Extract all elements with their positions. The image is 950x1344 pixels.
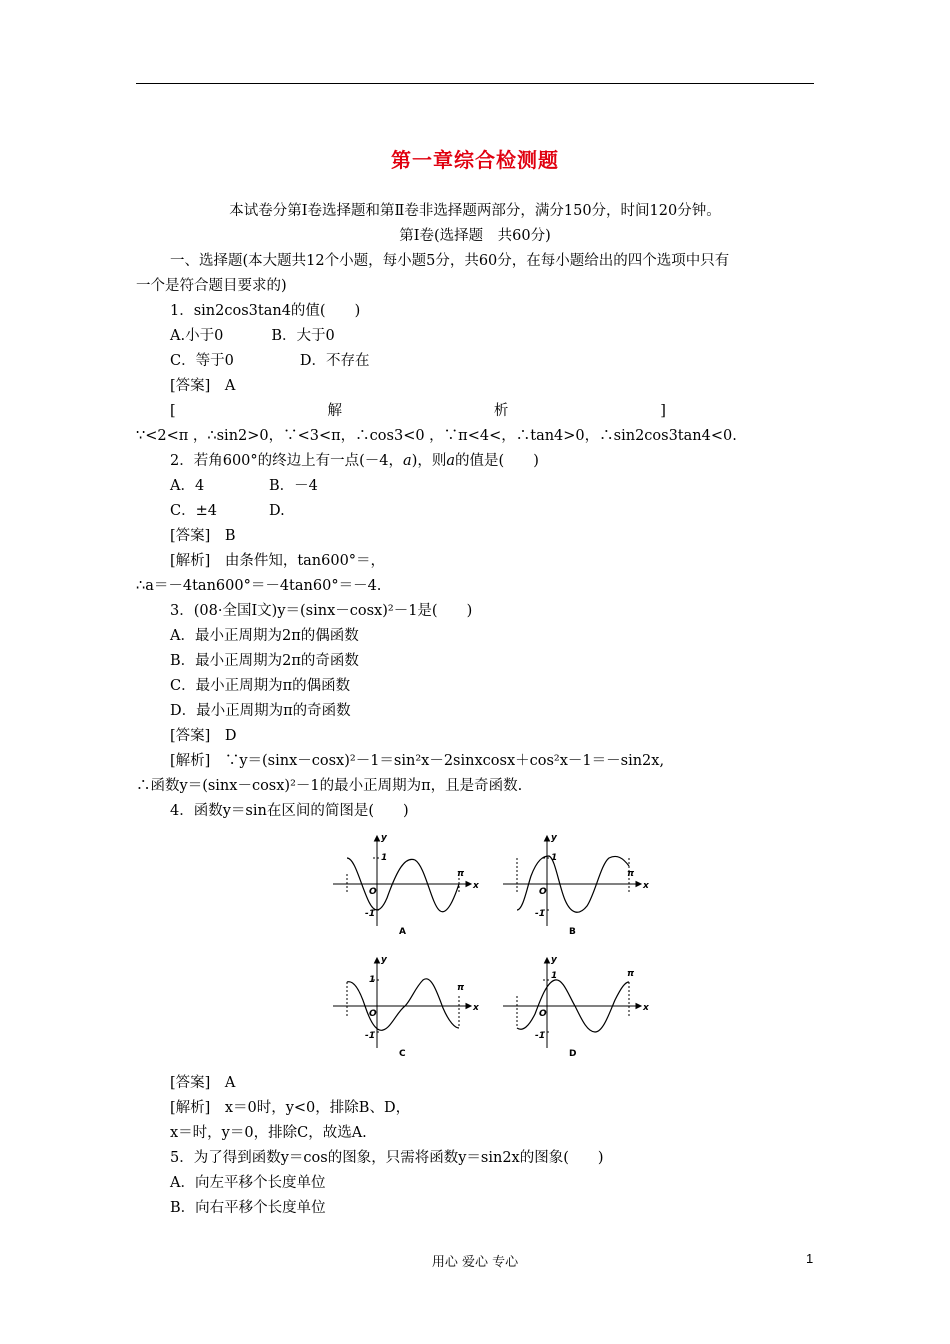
graph-d [495,948,655,1066]
graph-b-origin: O [539,887,547,897]
q4-answer: [答案] A [170,1075,236,1091]
q1-analysis-line: ∵<2<π ，∴sin2>0，∵<3<π，∴cos3<0 ，∵π<4<，∴tan4>0，∴sin2cos3tan4<0. [136,428,737,444]
graph-a-caption: A [399,927,406,937]
q2-analysis: [解析] 由条件知，tan600°＝， [170,553,386,569]
graph-c-pi: π [457,983,465,993]
q2-options-ab [170,477,318,495]
q1-analysis-word1: 解 [327,403,343,419]
graph-a-pi: π [457,869,465,879]
graph-a-minus-one: -1 [365,909,375,919]
section-line-2: 一个是符合题目要求的) [136,278,287,294]
graph-c-caption: C [399,1049,406,1059]
graph-c-minus-one: -1 [365,1031,375,1041]
graph-d-caption: D [569,1049,577,1059]
page-title: 第一章综合检测题 [391,148,559,172]
graph-b-x-label: x [643,881,649,891]
q3-answer: [答案] D [170,728,237,744]
q2-stem-var2: a [446,453,456,469]
graph-b-caption: B [569,927,576,937]
q2-stem-var: a [403,453,412,469]
q3-analysis: [解析] ∵y＝(sinx－cosx)²－1＝sin²x－2sinxcosx＋cos²x－1＝－sin2x, [170,753,665,769]
q1-option-a: A.小于0 [170,328,224,344]
q2-answer: [答案] B [170,528,236,544]
graph-b [495,826,655,944]
part1-heading: 第Ⅰ卷(选择题 共60分) [399,228,551,244]
page-footer: 用心 爱心 专心 [431,1255,519,1270]
graph-c-x-label: x [473,1003,479,1013]
q1-options-cd [170,352,369,370]
q4-graph-figure [325,826,655,1066]
q3-option-c: C．最小正周期为π的偶函数 [170,678,351,694]
graph-b-minus-one: -1 [535,909,545,919]
q1-analysis-label [170,402,666,420]
graph-a-one: 1 [381,853,388,863]
graph-c [325,948,485,1066]
graph-c-one: 1 [369,975,376,985]
section-line-1: 一、选择题(本大题共12个小题，每小题5分，共60分，在每小题给出的四个选项中只有 [170,253,730,269]
q4-analysis-2: x＝时，y＝0，排除C，故选A. [170,1125,367,1141]
graph-a-x-label: x [473,881,479,891]
graph-b-y-label: y [551,833,557,843]
q1-stem: 1．sin2cos3tan4的值( ) [170,303,361,319]
graph-d-pi: π [627,969,635,979]
q2-option-a: A．4 [170,478,205,494]
graph-d-y-label: y [551,955,557,965]
q1-analysis-open: [ [170,403,176,419]
q1-option-d: D．不存在 [299,353,370,369]
graph-c-origin: O [369,1009,377,1019]
q4-stem: 4．函数y＝sin在区间的简图是( ) [170,803,409,819]
graph-a-origin: O [369,887,377,897]
q3-stem: 3．(08·全国Ⅰ文)y＝(sinx－cosx)²－1是( ) [170,603,473,619]
q2-options-cd [170,502,285,520]
graph-d-one: 1 [551,971,558,981]
q1-option-c: C．等于0 [170,353,234,369]
q2-option-d: D. [269,503,285,519]
q3-analysis-2: ∴函数y＝(sinx－cosx)²－1的最小正周期为π，且是奇函数. [136,778,523,794]
graph-b-pi: π [627,869,635,879]
q2-stem-post: )，则 [411,453,447,469]
q5-option-a: A．向左平移个长度单位 [170,1175,326,1191]
q1-analysis-close: ] [660,403,666,419]
page-number: 1 [806,1251,814,1266]
graph-a-y-label: y [381,833,387,843]
graph-c-curve [347,979,459,1030]
graph-d-minus-one: -1 [535,1031,545,1041]
q3-option-b: B．最小正周期为2π的奇函数 [170,653,359,669]
header-rule [136,83,814,84]
q3-option-d: D．最小正周期为π的奇函数 [170,703,351,719]
q4-analysis: [解析] x＝0时，y<0，排除B、D， [170,1100,411,1116]
q5-stem: 5．为了得到函数y＝cos的图象，只需将函数y＝sin2x的图象( ) [170,1150,604,1166]
intro-text: 本试卷分第Ⅰ卷选择题和第Ⅱ卷非选择题两部分，满分150分，时间120分钟。 [229,203,721,219]
q2-stem-end: 的值是( ) [455,453,539,469]
q2-stem [170,452,539,470]
q2-analysis-2: ∴a＝－4tan600°＝－4tan60°＝－4. [136,578,382,594]
graph-b-one: 1 [551,853,558,863]
q3-option-a: A．最小正周期为2π的偶函数 [170,628,359,644]
q1-analysis-word2: 析 [493,403,509,419]
graph-d-origin: O [539,1009,547,1019]
q2-option-c: C．±4 [170,503,217,519]
q1-answer: [答案] A [170,378,236,394]
graph-a [325,826,485,944]
q2-stem-pre: 2．若角600°的终边上有一点(－4， [170,453,404,469]
q1-options-ab [170,327,335,345]
q1-option-b: B．大于0 [271,328,335,344]
graph-a-curve [347,858,459,912]
graph-d-x-label: x [643,1003,649,1013]
graph-c-y-label: y [381,955,387,965]
q2-option-b: B．－4 [269,478,318,494]
q5-option-b: B．向右平移个长度单位 [170,1200,326,1216]
